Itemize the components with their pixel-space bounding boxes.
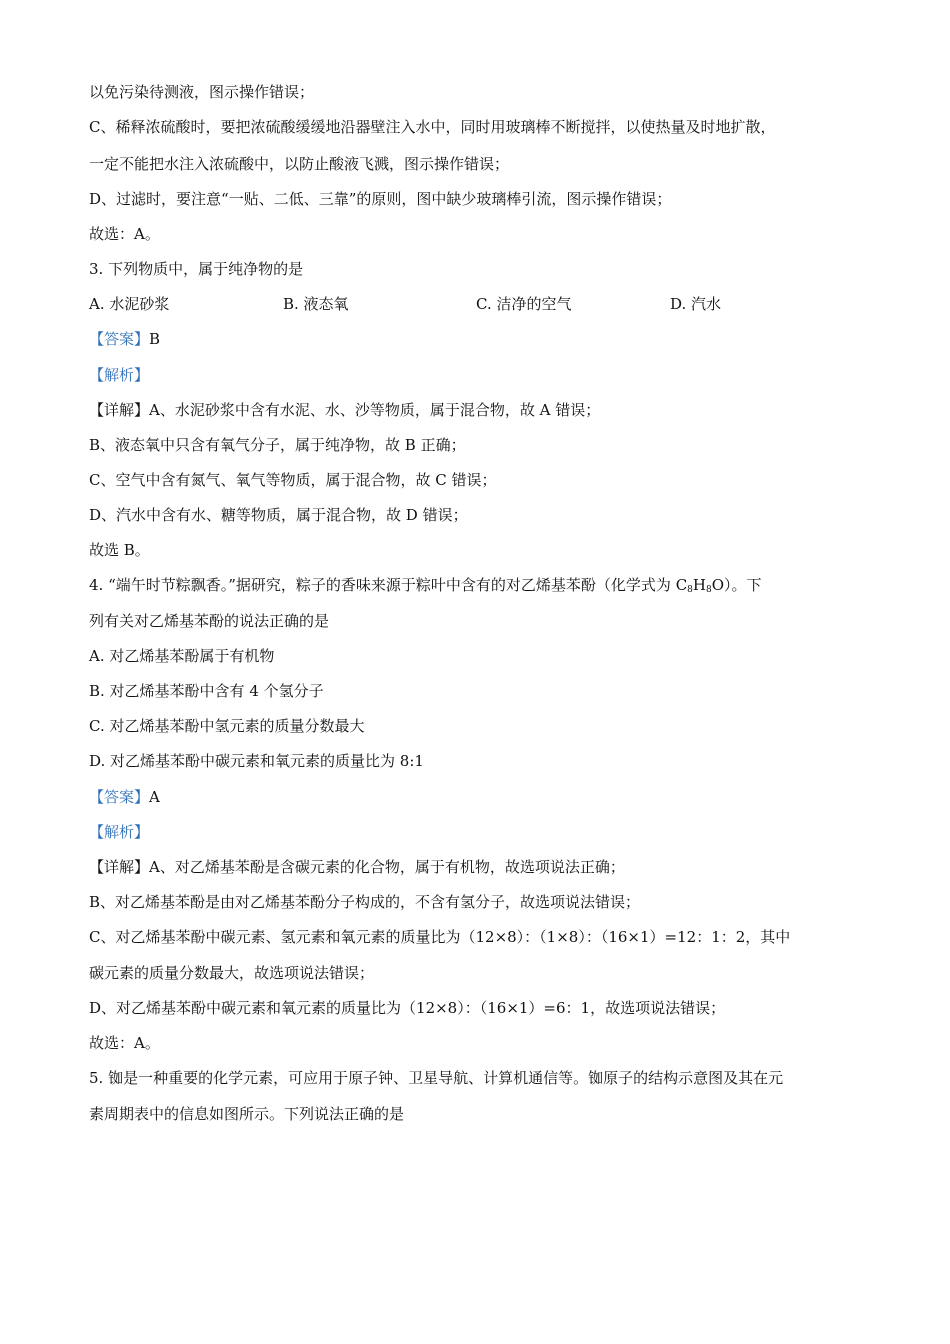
q3-option-b: B. 液态氧 <box>283 295 349 313</box>
stem-text: H <box>692 576 706 594</box>
q4-option-b: B. 对乙烯基苯酚中含有 4 个氢分子 <box>89 682 324 700</box>
q4-detail-2: B、对乙烯基苯酚是由对乙烯基苯酚分子构成的，不含有氢分子，故选项说法错误； <box>89 893 641 911</box>
detail-text: A、对乙烯基苯酚是含碳元素的化合物，属于有机物，故选项说法正确； <box>149 858 625 876</box>
q3-detail-2: B、液态氧中只含有氧气分子，属于纯净物，故 B 正确； <box>89 436 466 454</box>
answer-value: A <box>149 788 160 806</box>
q4-answer <box>89 787 160 807</box>
q4-option-a: A. 对乙烯基苯酚属于有机物 <box>89 647 275 665</box>
q4-detail-4: 碳元素的质量分数最大，故选项说法错误； <box>89 964 375 982</box>
stem-text: O）。下 <box>711 576 762 594</box>
q3-detail-4: D、汽水中含有水、糖等物质，属于混合物，故 D 错误； <box>89 506 468 524</box>
detail-tag: 【详解】 <box>89 401 150 419</box>
q4-option-c: C. 对乙烯基苯酚中氢元素的质量分数最大 <box>89 717 365 735</box>
q3-detail-3: C、空气中含有氮气、氧气等物质，属于混合物，故 C 错误； <box>89 471 497 489</box>
q4-detail-5: D、对乙烯基苯酚中碳元素和氧元素的质量比为（12×8）：（16×1）=6：1，故选项说法错误； <box>89 999 726 1017</box>
stem-text: 4. “端午时节粽飘香。”据研究，粽子的香味来源于粽叶中含有的对乙烯基苯酚（化学式为 C <box>89 576 688 594</box>
q3-option-a: A. 水泥砂浆 <box>89 295 170 313</box>
q5-stem-1: 5. 铷是一种重要的化学元素，可应用于原子钟、卫星导航、计算机通信等。铷原子的结构示意图及其在元 <box>89 1069 784 1087</box>
answer-tag: 【答案】 <box>89 330 150 348</box>
prev-line-2: C、稀释浓硫酸时，要把浓硫酸缓缓地沿器壁注入水中，同时用玻璃棒不断搅拌，以使热量及时地扩散， <box>89 118 776 136</box>
q5-stem-2: 素周期表中的信息如图所示。下列说法正确的是 <box>89 1105 405 1123</box>
prev-line-3: 一定不能把水注入浓硫酸中，以防止酸液飞溅，图示操作错误； <box>89 155 510 173</box>
q3-stem: 3. 下列物质中，属于纯净物的是 <box>89 260 304 278</box>
answer-value: B <box>149 330 161 348</box>
q4-detail-6: 故选：A。 <box>89 1034 160 1052</box>
prev-line-5: 故选：A。 <box>89 225 160 243</box>
subscript: 8 <box>706 585 712 595</box>
q3-detail-5: 故选 B。 <box>89 541 150 559</box>
q4-stem-2: 列有关对乙烯基苯酚的说法正确的是 <box>89 612 330 630</box>
q4-analysis-tag: 【解析】 <box>89 823 150 841</box>
detail-tag: 【详解】 <box>89 858 150 876</box>
answer-tag: 【答案】 <box>89 788 150 806</box>
subscript: 8 <box>687 585 693 595</box>
q4-detail-3: C、对乙烯基苯酚中碳元素、氢元素和氧元素的质量比为（12×8）：（1×8）：（16×1）=12：1：2，其中 <box>89 928 791 946</box>
q3-answer <box>89 329 160 349</box>
q4-option-d: D. 对乙烯基苯酚中碳元素和氧元素的质量比为 8:1 <box>89 752 424 770</box>
q3-detail-1 <box>89 400 600 420</box>
prev-line-4: D、过滤时，要注意“一贴、二低、三靠”的原则，图中缺少玻璃棒引流，图示操作错误； <box>89 190 672 208</box>
detail-text: A、水泥砂浆中含有水泥、水、沙等物质，属于混合物，故 A 错误； <box>149 401 601 419</box>
q4-detail-1 <box>89 857 625 877</box>
q3-option-c: C. 洁净的空气 <box>476 295 572 313</box>
q3-option-d: D. 汽水 <box>670 295 722 313</box>
prev-line-1: 以免污染待测液，图示操作错误； <box>89 83 315 101</box>
q4-stem-1 <box>89 575 762 595</box>
q3-analysis-tag: 【解析】 <box>89 366 150 384</box>
